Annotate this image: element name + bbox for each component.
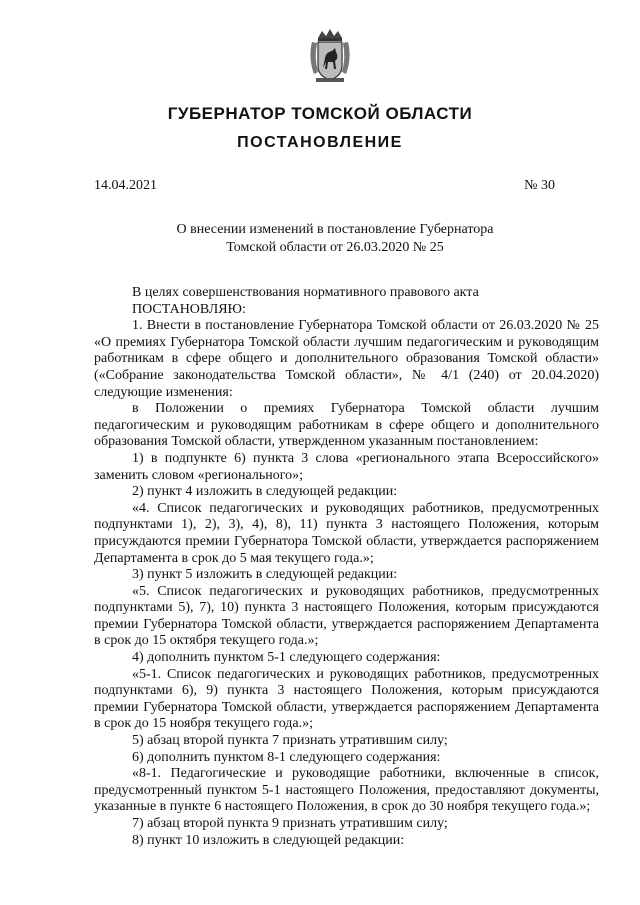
subject-line: О внесении изменений в постановление Губернатора <box>176 222 494 237</box>
body-paragraph: 4) дополнить пунктом 5-1 следующего содержания: <box>132 650 441 666</box>
document-number: № 30 <box>524 178 555 193</box>
body-paragraph: «5. Список педагогических и руководящих работников, предусмотренных подпунктами 5), 7), 10) пункта 3 настоящего Положения, которым присуждаются премии Губернатора Томской области, утверждается распоряжением Департамента в срок до 15 октября текущего года.»; <box>94 583 599 649</box>
body-paragraph: «8-1. Педагогические и руководящие работники, включенные в список, предусмотренный пунктом 5-1 настоящего Положения, предоставляют документы, указанные в пункте 6 настоящего Положения, в срок до 30 ноября текущего года.»; <box>94 766 599 815</box>
body-paragraph: «4. Список педагогических и руководящих работников, предусмотренных подпунктами 1), 2), 3), 4), 8), 11) пункта 3 настоящего Положения, которым присуждаются премии Губернатора Томской области, утверждается распоряжением Департамента в срок до 5 мая текущего года.»; <box>94 500 599 566</box>
coat-of-arms-emblem <box>308 28 352 84</box>
body-paragraph-resolution: ПОСТАНОВЛЯЮ: <box>132 301 246 317</box>
body-paragraph: в Положении о премиях Губернатора Томской области лучшим педагогическим и руководящим работникам в сфере общего и дополнительного образования Томской области, утвержденном указанным постановлением: <box>94 401 599 450</box>
document-date: 14.04.2021 <box>94 178 157 193</box>
body-paragraph: «5-1. Список педагогических и руководящих работников, предусмотренных подпунктами 6), 9) пункта 3 настоящего Положения, которым присуждаются премии Губернатора Томской области, утверждается распоряжением Департамента в срок до 15 ноября текущего года.»; <box>94 666 599 732</box>
body-paragraph: 1. Внести в постановление Губернатора Томской области от 26.03.2020 № 25 «О премиях Губернатора Томской области лучшим педагогическим и руководящим работникам в сфере общего и дополнительного образования Томской области» («Собрание законодательства Томской области», № 4/1 (240) от 20.04.2020) следующие изменения: <box>94 318 599 400</box>
body-paragraph: 7) абзац второй пункта 9 признать утратившим силу; <box>132 816 448 831</box>
document-subject <box>150 221 520 257</box>
body-paragraph: 5) абзац второй пункта 7 признать утратившим силу; <box>132 733 448 749</box>
body-paragraph: 8) пункт 10 изложить в следующей редакции: <box>132 832 405 848</box>
organization-title: ГУБЕРНАТОР ТОМСКОЙ ОБЛАСТИ <box>167 104 473 123</box>
body-paragraph: 6) дополнить пунктом 8-1 следующего содержания: <box>132 749 441 765</box>
body-paragraph: 1) в подпункте 6) пункта 3 слова «регионального этапа Всероссийского» заменить словом «регионального»; <box>94 450 599 483</box>
document-type-title: ПОСТАНОВЛЕНИЕ <box>237 134 403 151</box>
body-paragraph: В целях совершенствования нормативного правового акта <box>132 285 479 300</box>
body-paragraph: 2) пункт 4 изложить в следующей редакции: <box>132 484 398 500</box>
document-body <box>94 285 599 849</box>
subject-line: Томской области от 26.03.2020 № 25 <box>226 240 444 255</box>
body-paragraph: 3) пункт 5 изложить в следующей редакции: <box>132 567 398 583</box>
